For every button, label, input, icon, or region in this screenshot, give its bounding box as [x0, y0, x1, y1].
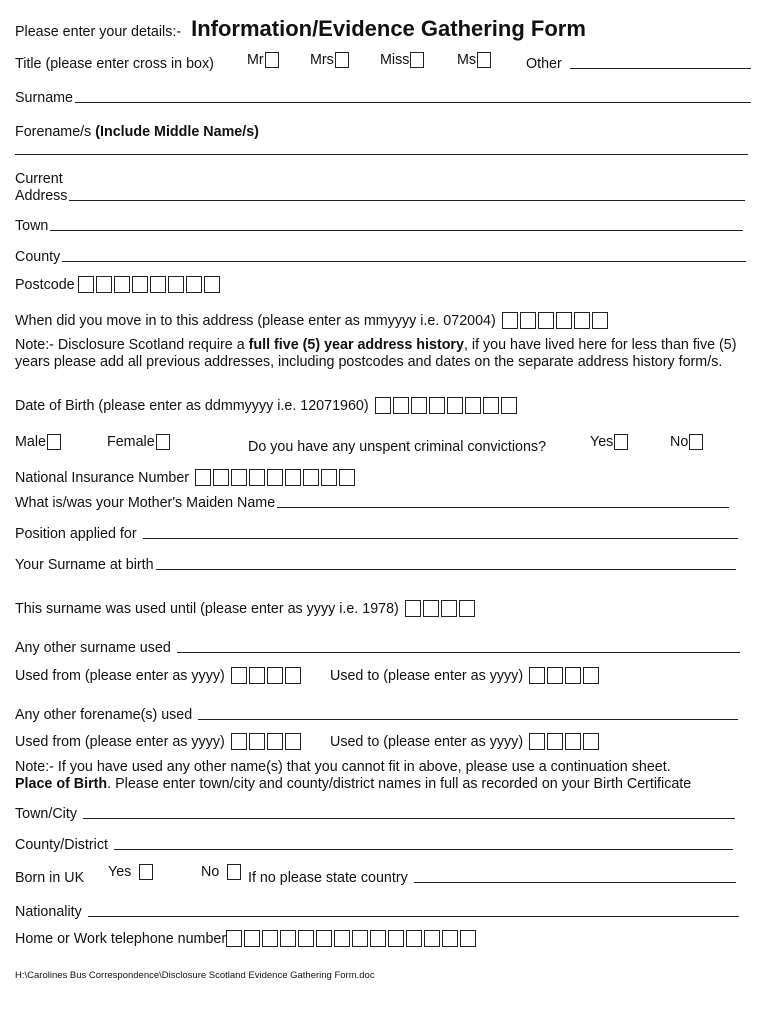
town-label: Town [15, 218, 49, 234]
ni-box[interactable] [285, 469, 301, 486]
postcode-box[interactable] [186, 276, 202, 293]
female-checkbox[interactable] [156, 434, 170, 450]
surname-used-to-label: Used to (please enter as yyyy) [330, 668, 524, 684]
dob-box[interactable] [375, 397, 391, 414]
forename-used-to-label: Used to (please enter as yyyy) [330, 734, 524, 750]
move-in-box[interactable] [538, 312, 554, 329]
current-label: Current [15, 171, 63, 187]
country-field[interactable] [414, 881, 736, 883]
title-option-mrs [310, 52, 351, 68]
convictions-yes-label: Yes [590, 434, 614, 450]
surname-used-from-box[interactable] [267, 667, 283, 684]
county-field[interactable] [62, 260, 746, 262]
used-until-box[interactable] [459, 600, 475, 617]
surname-used-from-box[interactable] [231, 667, 247, 684]
nationality-field[interactable] [88, 915, 739, 917]
used-until-box[interactable] [441, 600, 457, 617]
postcode-box[interactable] [114, 276, 130, 293]
other-forename-field[interactable] [198, 718, 738, 720]
title-checkbox-mrs[interactable] [335, 52, 349, 68]
ni-box[interactable] [303, 469, 319, 486]
position-label: Position applied for [15, 526, 137, 542]
postcode-box[interactable] [204, 276, 220, 293]
nationality-label: Nationality [15, 904, 82, 920]
male-label: Male [15, 434, 46, 450]
title-option-label: Mrs [310, 52, 334, 68]
used-until-row [15, 600, 477, 617]
ni-label: National Insurance Number [15, 470, 190, 486]
form-title: Information/Evidence Gathering Form [191, 16, 586, 41]
intro-text: Please enter your details:- [15, 24, 182, 40]
telephone-box[interactable] [316, 930, 332, 947]
surname-used-from-row [15, 667, 303, 684]
forenames-label-text: Forename/s [15, 124, 92, 140]
town-row [15, 218, 743, 234]
postcode-row [15, 276, 222, 293]
born-uk-yes-option [108, 864, 155, 880]
place-of-birth-heading [15, 776, 691, 792]
telephone-label: Home or Work telephone number [15, 931, 227, 947]
title-option-ms [457, 52, 493, 68]
telephone-box[interactable] [244, 930, 260, 947]
female-label: Female [107, 434, 155, 450]
birth-surname-row [15, 557, 736, 573]
born-uk-yes-label: Yes [108, 864, 132, 880]
forename-used-to-box[interactable] [583, 733, 599, 750]
ni-box[interactable] [267, 469, 283, 486]
born-uk-no-option [201, 864, 243, 880]
ni-boxes [195, 469, 357, 486]
birth-county-field[interactable] [114, 848, 733, 850]
dob-boxes [375, 397, 519, 414]
ni-box[interactable] [249, 469, 265, 486]
title-other-row [526, 56, 751, 72]
other-forename-row [15, 707, 738, 723]
convictions-question: Do you have any unspent criminal convictions? [248, 439, 547, 455]
birth-county-row [15, 837, 733, 853]
convictions-no-label: No [670, 434, 689, 450]
surname-label: Surname [15, 90, 74, 106]
title-other-field[interactable] [570, 67, 751, 69]
form-header [15, 16, 586, 42]
forename-used-from-box[interactable] [231, 733, 247, 750]
telephone-box[interactable] [388, 930, 404, 947]
address-field[interactable] [69, 199, 745, 201]
dob-box[interactable] [447, 397, 463, 414]
title-option-label: Mr [247, 52, 264, 68]
ni-box[interactable] [195, 469, 211, 486]
title-label: Title (please enter cross in box) [15, 56, 214, 72]
surname-row [15, 90, 751, 106]
forenames-field[interactable] [15, 154, 748, 155]
forenames-label [15, 124, 259, 140]
forename-used-to-boxes [529, 733, 601, 750]
ni-box[interactable] [321, 469, 337, 486]
forename-used-from-box[interactable] [267, 733, 283, 750]
surname-used-to-row [330, 667, 601, 684]
postcode-boxes [78, 276, 222, 293]
maiden-label: What is/was your Mother's Maiden Name [15, 495, 276, 511]
ni-box[interactable] [213, 469, 229, 486]
forename-used-from-boxes [231, 733, 303, 750]
dob-box[interactable] [465, 397, 481, 414]
dob-box[interactable] [483, 397, 499, 414]
title-other-label: Other [526, 56, 562, 72]
move-in-box[interactable] [502, 312, 518, 329]
forename-used-to-row [330, 733, 601, 750]
country-row [248, 870, 736, 886]
used-until-box[interactable] [405, 600, 421, 617]
other-surname-row [15, 640, 740, 656]
surname-used-from-boxes [231, 667, 303, 684]
other-forename-label: Any other forename(s) used [15, 707, 193, 723]
postcode-box[interactable] [78, 276, 94, 293]
address-label: Address [15, 188, 68, 204]
birth-town-label: Town/City [15, 806, 77, 822]
place-of-birth-text: . Please enter town/city and county/district names in full as recorded on your Birth Certificate [107, 776, 692, 792]
move-in-box[interactable] [520, 312, 536, 329]
forename-used-from-label: Used from (please enter as yyyy) [15, 734, 225, 750]
postcode-box[interactable] [96, 276, 112, 293]
birth-surname-label: Your Surname at birth [15, 557, 154, 573]
move-in-row [15, 312, 610, 329]
birth-surname-field[interactable] [156, 568, 736, 570]
ni-box[interactable] [339, 469, 355, 486]
move-in-boxes [502, 312, 610, 329]
birth-town-row [15, 806, 735, 822]
move-in-box[interactable] [556, 312, 572, 329]
surname-used-to-box[interactable] [583, 667, 599, 684]
born-uk-no-checkbox[interactable] [227, 864, 241, 880]
title-checkbox-ms[interactable] [477, 52, 491, 68]
title-option-label: Miss [380, 52, 410, 68]
born-uk-yes-checkbox[interactable] [139, 864, 153, 880]
position-row [15, 526, 738, 542]
forename-used-from-box[interactable] [285, 733, 301, 750]
telephone-boxes [226, 930, 478, 947]
surname-used-from-label: Used from (please enter as yyyy) [15, 668, 225, 684]
born-uk-label: Born in UK [15, 870, 85, 886]
telephone-box[interactable] [262, 930, 278, 947]
title-option-mr [247, 52, 281, 68]
title-checkbox-mr[interactable] [265, 52, 279, 68]
male-checkbox[interactable] [47, 434, 61, 450]
surname-used-to-box[interactable] [529, 667, 545, 684]
telephone-box[interactable] [298, 930, 314, 947]
convictions-no-checkbox[interactable] [689, 434, 703, 450]
convictions-no-option [670, 434, 705, 450]
telephone-box[interactable] [424, 930, 440, 947]
born-uk-no-label: No [201, 864, 220, 880]
move-in-label: When did you move in to this address (please enter as mmyyyy i.e. 072004) [15, 313, 496, 329]
surname-used-to-box[interactable] [565, 667, 581, 684]
used-until-boxes [405, 600, 477, 617]
country-label: If no please state country [248, 870, 408, 886]
telephone-box[interactable] [352, 930, 368, 947]
telephone-box[interactable] [460, 930, 476, 947]
other-surname-field[interactable] [177, 651, 740, 653]
forename-used-to-box[interactable] [529, 733, 545, 750]
telephone-box[interactable] [334, 930, 350, 947]
forename-used-to-box[interactable] [547, 733, 563, 750]
dob-box[interactable] [411, 397, 427, 414]
telephone-row [15, 930, 478, 947]
postcode-box[interactable] [132, 276, 148, 293]
maiden-field[interactable] [277, 506, 729, 508]
name-note: Note:- If you have used any other name(s) that you cannot fit in above, please use a continuation sheet. [15, 759, 671, 775]
surname-used-to-box[interactable] [547, 667, 563, 684]
postcode-box[interactable] [168, 276, 184, 293]
dob-label: Date of Birth (please enter as ddmmyyyy i.e. 12071960) [15, 398, 369, 414]
place-of-birth-bold: Place of Birth [15, 776, 108, 792]
nationality-row [15, 904, 739, 920]
postcode-box[interactable] [150, 276, 166, 293]
address-history-note [15, 337, 755, 371]
position-field[interactable] [143, 537, 738, 539]
postcode-label: Postcode [15, 277, 75, 293]
title-option-miss [380, 52, 426, 68]
forename-used-to-box[interactable] [565, 733, 581, 750]
ni-row [15, 469, 357, 486]
telephone-box[interactable] [370, 930, 386, 947]
footer-path: H:\Carolines Bus Correspondence\Disclosure Scotland Evidence Gathering Form.doc [15, 970, 375, 981]
maiden-row [15, 495, 729, 511]
telephone-box[interactable] [226, 930, 242, 947]
surname-used-to-boxes [529, 667, 601, 684]
title-checkbox-miss[interactable] [410, 52, 424, 68]
used-until-label: This surname was used until (please enter as yyyy i.e. 1978) [15, 601, 399, 617]
forename-used-from-box[interactable] [249, 733, 265, 750]
county-row [15, 249, 746, 265]
forename-used-from-row [15, 733, 303, 750]
telephone-box[interactable] [442, 930, 458, 947]
forenames-label-bold: (Include Middle Name/s) [95, 124, 259, 140]
birth-town-field[interactable] [83, 817, 735, 819]
address-row [15, 188, 745, 204]
dob-box[interactable] [393, 397, 409, 414]
dob-row [15, 397, 519, 414]
move-in-box[interactable] [574, 312, 590, 329]
move-in-box[interactable] [592, 312, 608, 329]
note-bold: full five (5) year address history [248, 337, 464, 353]
surname-used-from-box[interactable] [285, 667, 301, 684]
dob-box[interactable] [501, 397, 517, 414]
surname-field[interactable] [75, 101, 751, 103]
town-field[interactable] [50, 229, 743, 231]
female-option [107, 434, 172, 450]
surname-used-from-box[interactable] [249, 667, 265, 684]
male-option [15, 434, 63, 450]
convictions-yes-checkbox[interactable] [614, 434, 628, 450]
title-option-label: Ms [457, 52, 477, 68]
county-label: County [15, 249, 61, 265]
note-text: , if you have lived here for less than five (5) years please add all previous addresses, including postcodes and dates on the separate address history form/s. [15, 337, 737, 370]
used-until-box[interactable] [423, 600, 439, 617]
other-surname-label: Any other surname used [15, 640, 171, 656]
ni-box[interactable] [231, 469, 247, 486]
convictions-yes-option [590, 434, 630, 450]
dob-box[interactable] [429, 397, 445, 414]
note-text: Note:- Disclosure Scotland require a [15, 337, 249, 353]
birth-county-label: County/District [15, 837, 108, 853]
telephone-box[interactable] [406, 930, 422, 947]
telephone-box[interactable] [280, 930, 296, 947]
